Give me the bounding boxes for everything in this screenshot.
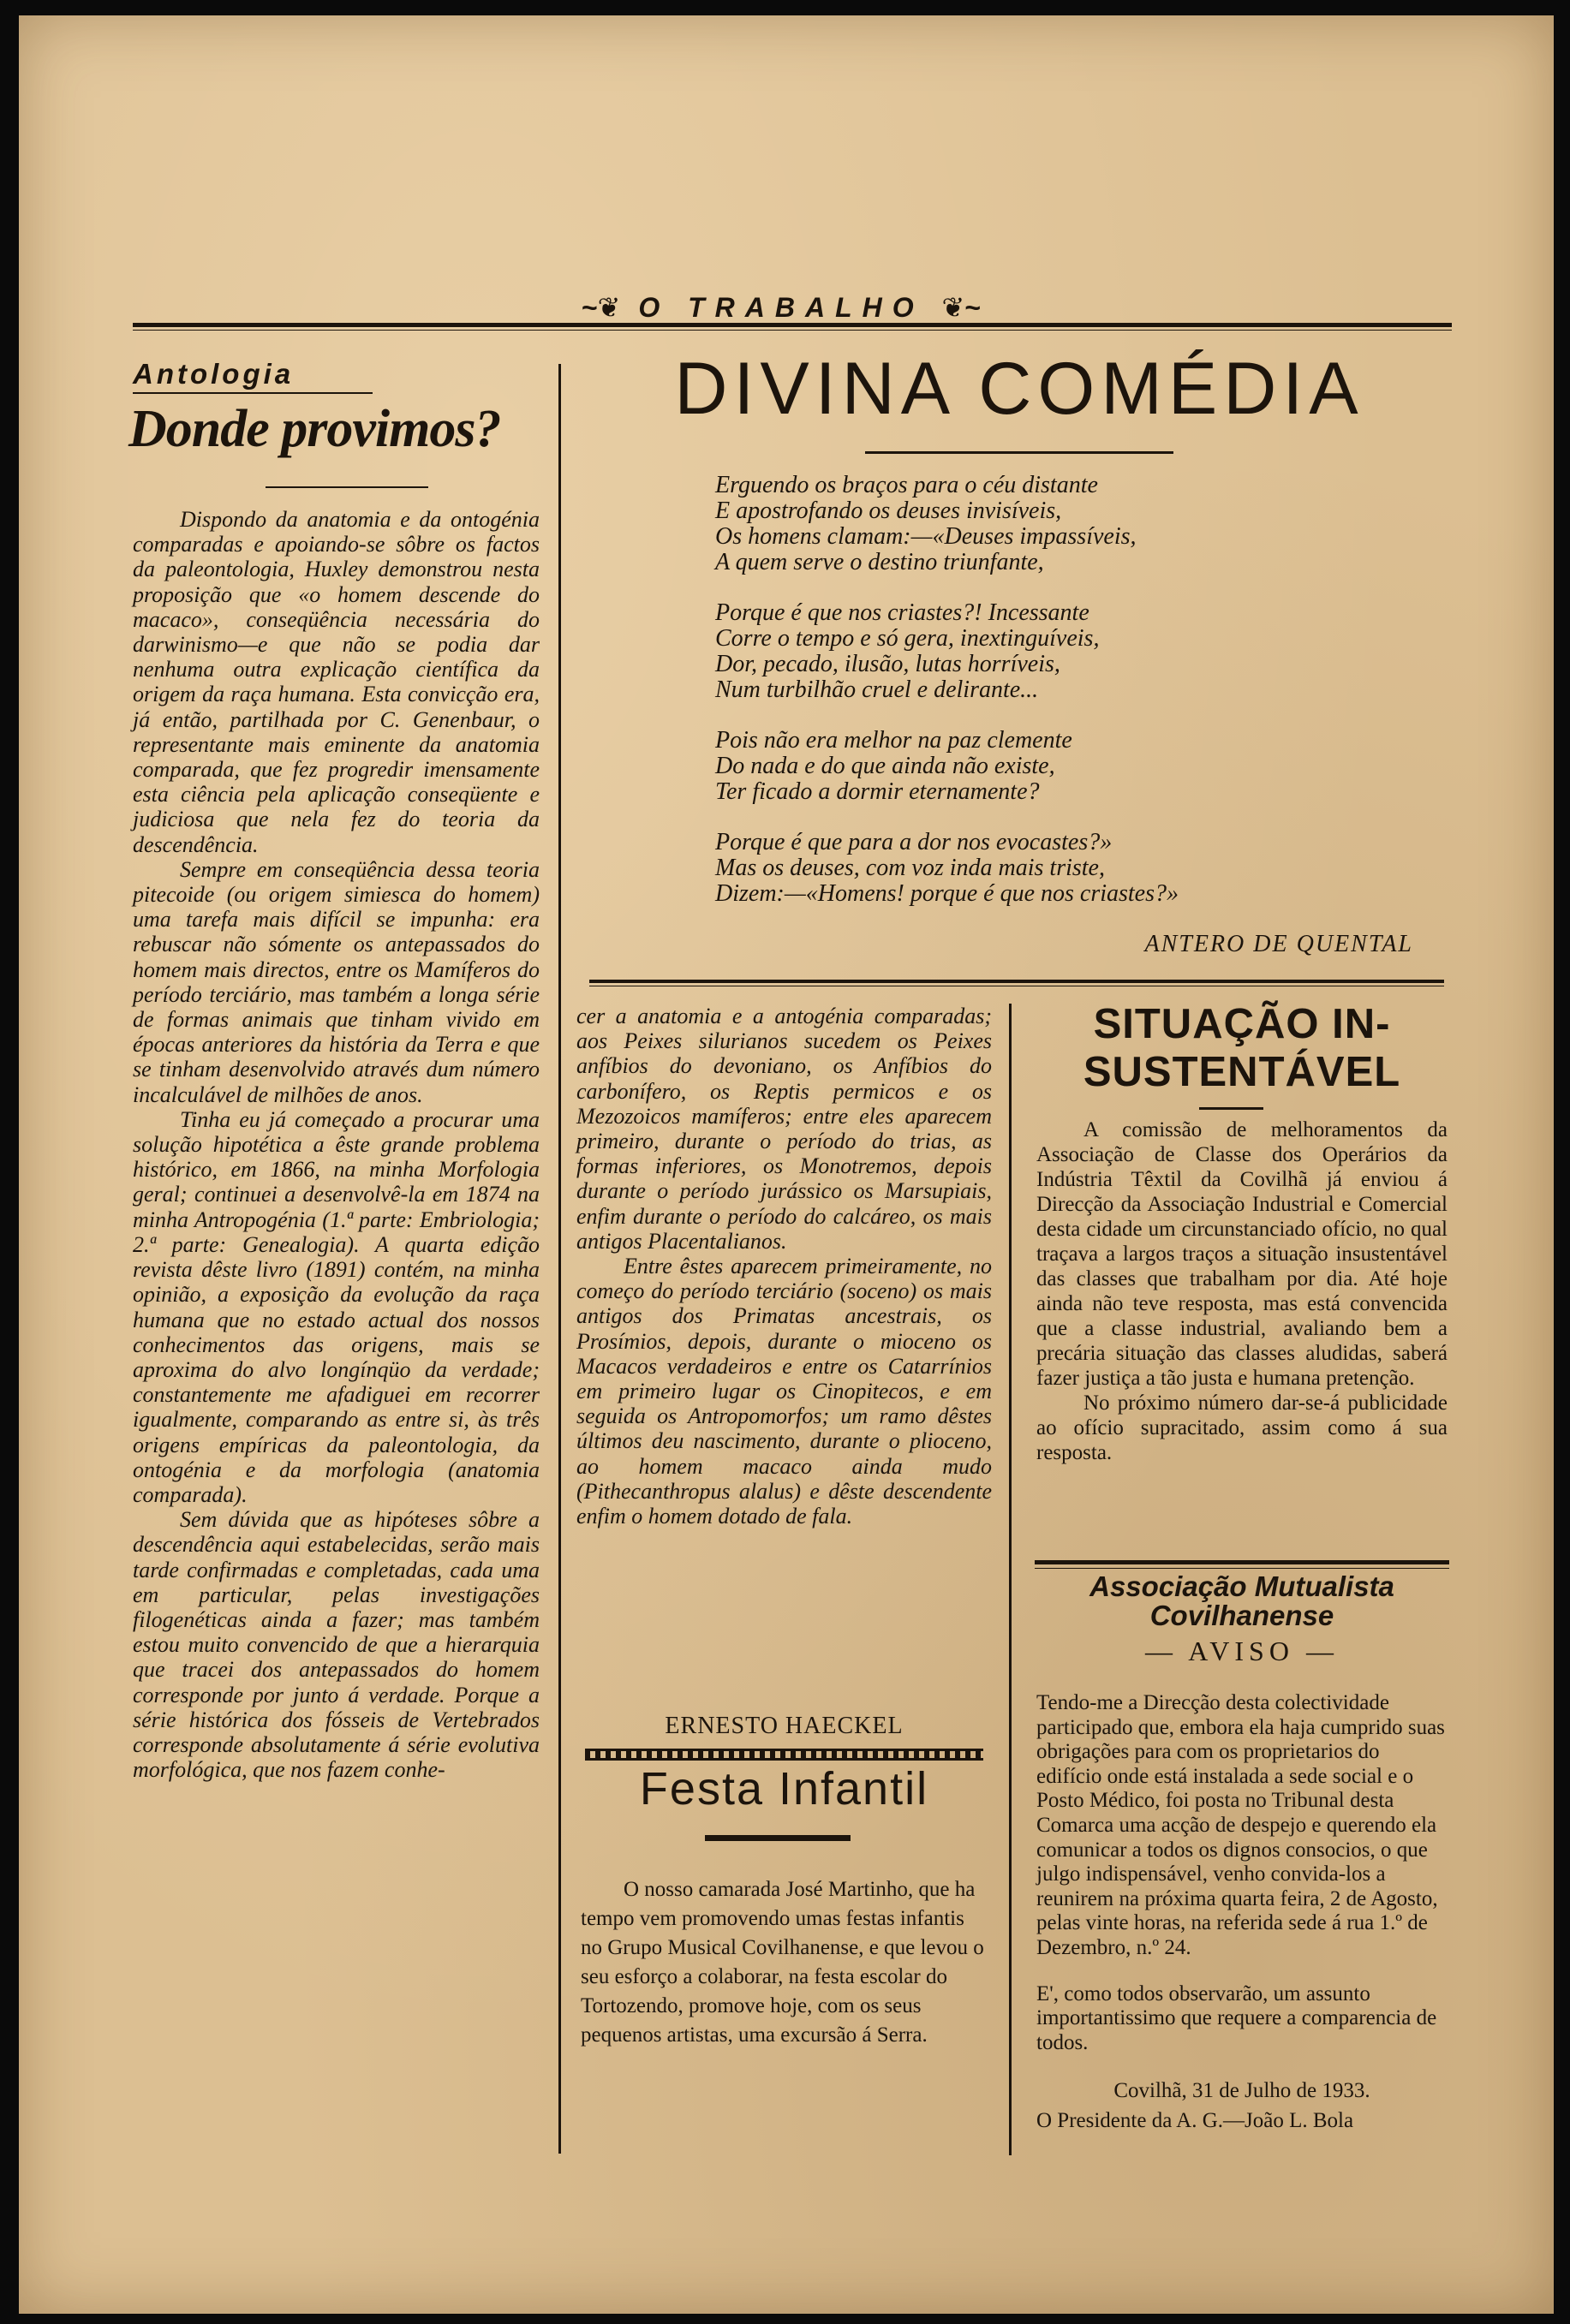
article-title: Donde provimos? (128, 400, 501, 458)
ornament-right-icon: ❦~ (941, 292, 982, 323)
verse: Erguendo os braços para o céu distante (715, 472, 1098, 498)
title-underline (266, 486, 428, 488)
signature: O Presidente da A. G.—João L. Bola (1036, 2109, 1354, 2132)
situacao-title (1036, 1000, 1448, 1096)
associacao-body (1036, 1670, 1448, 2077)
dateline: Covilhã, 31 de Julho de 1933. (1113, 2079, 1370, 2102)
masthead-title: O TRABALHO (638, 292, 924, 323)
verse: Corre o tempo e só gera, inextinguíveis, (715, 625, 1100, 652)
verse: Num turbilhão cruel e delirante... (715, 676, 1039, 703)
stanza (715, 728, 1418, 805)
paragraph: Sempre em conseqüência dessa teoria pitecoide (ou origem simiesca do homem) uma tarefa mais difícil se impunha: era rebuscar não sómente os antepassados do homem mais directos, entre os Mamíferos do período terciário, mas também a longa série de formas animais que tinham vivido em épocas anteriores da história da Terra e que se tinham desenvolvido através dum número incalculável de milhões de anos. (133, 856, 540, 1107)
section-label: Antologia (133, 358, 295, 390)
verse: Dizem:—«Homens! porque é que nos criastes?» (715, 880, 1179, 907)
notice-label: — AVISO — (1145, 1636, 1339, 1666)
paragraph: Dispondo da anatomia e da ontogénia comparadas e apoiando-se sôbre os factos da paleontologia, Huxley demonstrou nesta proposição que «o homem descende do macaco», conseqüência necessária do darwinismo—e que não se podia dar nenhuma outra explicação científica da origem da raça humana. Esta convicção era, já então, partilhada por C. Genenbaur, o representante mais eminente da anatomia comparada, que fez progredir imensamente esta ciência pela aplicação conseqüente e judiciosa que nela fez do teoria da descendência. (133, 507, 540, 857)
verse: Porque é que para a dor nos evocastes?» (715, 829, 1113, 855)
festa-title-rule (705, 1835, 851, 1841)
verse: Do nada e do que ainda não existe, (715, 753, 1055, 779)
masthead (524, 291, 1038, 324)
column-divider-left (558, 364, 561, 2154)
poem-body (715, 473, 1418, 932)
verse: Mas os deuses, com voz inda mais triste, (715, 855, 1105, 881)
masthead-rule (133, 323, 1452, 327)
paragraph: O nosso camarada José Martinho, que ha tempo vem promovendo umas festas infantis no Grupo Musical Covilhanense, e que levou o seu esforço a colaborar, na festa escolar do Tortozendo, promove hoje, com os seus pequenos artistas, uma excursão á Serra. (581, 1878, 984, 2047)
paragraph: Entre êstes aparecem primeiramente, no começo do período terciário (soceno) os mais antigos dos Primatas ancestrais, os Prosímios, depois, durante o mioceno os Macacos verdadeiros e entre os Catarrínios em primeiro lugar os Cinopitecos, e em seguida os Antropomorfos; um ramo dêstes últimos deu nascimento, durante o plioceno, ao homem macaco ainda mudo (Pithecanthropus alalus) e dêste descendente enfim o homem dotado de fala. (576, 1254, 992, 1529)
paragraph: Sem dúvida que as hipóteses sôbre a descendência aqui estabelecidas, serão mais tarde confirmadas e completadas, cada uma em particular, pelas investigações filogenéticas ainda a fazer; mas também estou muito convencido de que a hierarquia que tracei dos antepassados do homem corresponde por junto á verdade. Porque a série histórica dos fósseis de Vertebrados corresponde absolutamente á série evolutiva morfológica, que nos fazem conhe- (133, 1507, 540, 1783)
poem-title: DIVINA COMÉDIA (674, 348, 1364, 430)
paragraph: Tendo-me a Direcção desta colectividade participado que, embora ela haja cumprido suas obrigações para com os proprietarios do edifício onde está instalada a sede social e o Posto Médico, foi posta no Tribunal desta Comarca uma acção de despejo e querendo ela comunicar a todos os dignos consocios, o que julgo indispensável, venho convida-los a reunirem na próxima quarta feira, 2 de Agosto, pelas vinte horas, na referida sede á rua 1.º de Dezembro, n.º 24. (1036, 1691, 1445, 1959)
stanza (715, 830, 1418, 907)
verse: Ter ficado a dormir eternamente? (715, 778, 1040, 805)
section-underline (133, 392, 373, 394)
verse: Pois não era melhor na paz clemente (715, 727, 1072, 754)
paragraph: cer a anatomia e a antogénia comparadas; aos Peixes silurianos sucedem os Peixes anfíbios do devoniano, os Anfíbios do carbonífero, os Reptis permicos e os Mezozoicos mamíferos; entre eles aparecem primeiro, durante o período do trias, as formas inferiores, os Monotremos, depois durante o período jurássico os Marsupiais, enfim durante o período do calcáreo, os mais antigos Placentalianos. (576, 1004, 992, 1254)
paragraph: Tinha eu já começado a procurar uma solução hipotética a êste grande problema histórico, em 1866, na minha Morfologia geral; continuei a desenvolvê-la em 1874 na minha Antropogénia (1.ª parte: Embriologia; 2.ª parte: Genealogia). A quarta edição revista dêste livro (1891) contém, na minha opinião, a exposição da evolução da raça humana que no estado actual dos nossos conhecimentos das origens, mais se aproxima do alvo longínqüo da verdade; constantemente me afadiguei em recorrer igualmente, comparando as entre si, às três origens empíricas da paleontologia, da ontogénia e da morfologia (anatomia comparada). (133, 1106, 540, 1507)
article-body-middle (576, 1004, 992, 1528)
situacao-body (1036, 1117, 1448, 1465)
associacao-title-line2: Covilhanense (1149, 1600, 1334, 1631)
verse: Dor, pecado, ilusão, lutas horríveis, (715, 651, 1060, 677)
associacao-title (1036, 1572, 1448, 1630)
article-body-left (133, 507, 540, 1782)
situacao-title-rule (1199, 1107, 1263, 1110)
poem-title-rule (865, 451, 1173, 454)
ornamental-rule (585, 1749, 983, 1761)
associacao-title-line1: Associação Mutualista (1089, 1570, 1394, 1602)
situacao-title-line2: SUSTENTÁVEL (1083, 1049, 1401, 1095)
paragraph: No próximo número dar-se-á publicidade ao ofício supracitado, assim como á sua resposta. (1036, 1391, 1448, 1464)
festa-body (581, 1854, 988, 2071)
column-divider-right (1009, 1004, 1012, 2155)
situacao-title-line1: SITUAÇÃO IN- (1093, 1001, 1391, 1047)
stanza (715, 473, 1418, 575)
masthead-rule-thin (133, 330, 1452, 331)
verse: E apostrofando os deuses invisíveis, (715, 498, 1062, 524)
article-author: ERNESTO HAECKEL (665, 1713, 904, 1739)
poem-bottom-rule (589, 980, 1444, 983)
stanza (715, 600, 1418, 703)
associacao-top-rule-thin (1035, 1568, 1449, 1569)
ornament-left-icon: ~❦ (581, 292, 621, 323)
poem-author: ANTERO DE QUENTAL (1144, 931, 1413, 957)
festa-title: Festa Infantil (639, 1763, 929, 1815)
paragraph: E', como todos observarão, um assunto importantissimo que requere a comparencia de todos. (1036, 1981, 1437, 2054)
verse: Porque é que nos criastes?! Incessante (715, 599, 1089, 626)
paragraph: A comissão de melhoramentos da Associação de Classe dos Operários da Indústria Têxtil da Covilhã já enviou á Direcção da Associação Industrial e Comercial desta cidade um circunstanciado ofício, no qual traçava a largos traços a situação insustentável das classes que trabalham por dia. Até hoje ainda não teve resposta, mas está convencida que a classe industrial, avaliando bem a precária situação das classes aludidas, saberá fazer justiça a tão justa e humana pretenção. (1036, 1118, 1448, 1390)
verse: Os homens clamam:—«Deuses impassíveis, (715, 523, 1137, 550)
associacao-top-rule (1035, 1560, 1449, 1564)
verse: A quem serve o destino triunfante, (715, 549, 1044, 575)
